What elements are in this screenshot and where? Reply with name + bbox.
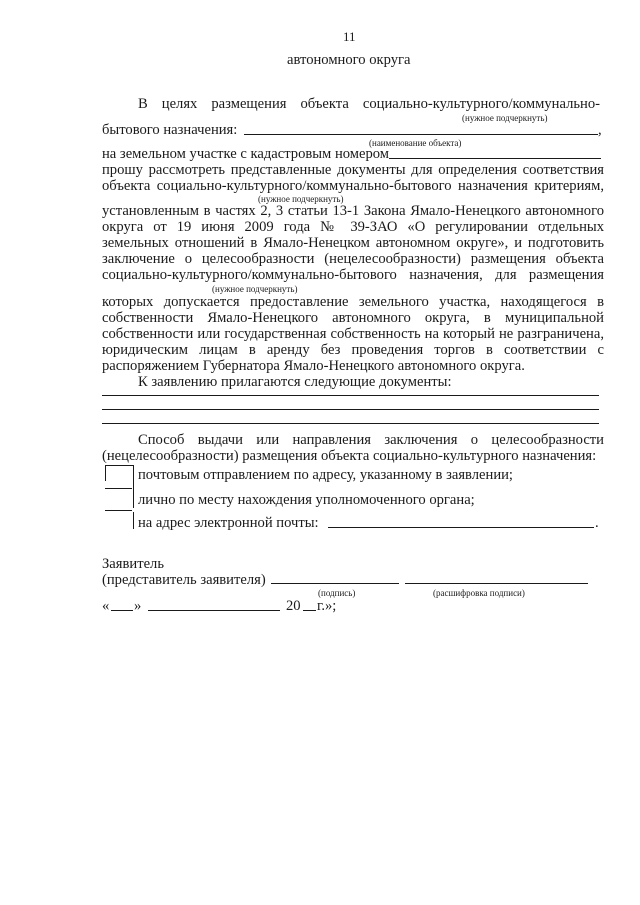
delivery-line1: Способ выдачи или направления заключения о целесообразности: [138, 432, 604, 448]
para1-line13: собственности или государственная собственность на который не разграничена,: [102, 326, 604, 342]
checkbox-postal[interactable]: [105, 465, 134, 481]
date-day-field[interactable]: [111, 610, 133, 611]
hint-underline-2: (нужное подчеркнуть): [258, 194, 344, 204]
para1-line12: собственности Ямало-Ненецкого автономного округа, в муниципальной: [102, 310, 604, 326]
date-year-prefix: 20: [286, 598, 301, 614]
para1-line3: на земельном участке с кадастровым номером: [102, 146, 390, 162]
page-header: автономного округа: [287, 52, 411, 68]
cadastral-number-field[interactable]: [389, 158, 601, 159]
attachments-intro: К заявлению прилагаются следующие документы:: [138, 374, 452, 390]
para1-line10: социально-культурного/коммунально-бытового назначения, для размещения: [102, 267, 604, 283]
attachment-line-2[interactable]: [102, 409, 599, 410]
attachment-line-1[interactable]: [102, 395, 599, 396]
option-inperson: лично по месту нахождения уполномоченного органа;: [138, 492, 475, 508]
checkbox-inperson[interactable]: [133, 490, 134, 508]
email-field[interactable]: [328, 527, 594, 528]
hint-underline-1: (нужное подчеркнуть): [462, 113, 548, 123]
para1-line8: земельных отношений в Ямало-Ненецком автономном округе», и подготовить: [102, 235, 604, 251]
para1-line2: бытового назначения:: [102, 122, 238, 138]
option-email-end: .: [595, 515, 599, 531]
date-tail: г.»;: [317, 598, 337, 614]
page-number: 11: [343, 29, 356, 44]
para1-line5: объекта социально-культурного/коммунально-бытового назначения критериям,: [102, 178, 604, 194]
para1-line11: которых допускается предоставление земельного участка, находящегося в: [102, 294, 604, 310]
delivery-line2: (нецелесообразности) размещения объекта социально-культурного назначения:: [102, 448, 597, 464]
para1-line9: заключение о целесообразности (нецелесообразности) размещения объекта: [102, 251, 604, 267]
para1-line4: прошу рассмотреть представленные документы для определения соответствия: [102, 162, 604, 178]
date-open-quote: «: [102, 598, 110, 614]
date-year-field[interactable]: [303, 610, 316, 611]
checkbox-email[interactable]: [133, 512, 134, 529]
option-email: на адрес электронной почты:: [138, 515, 319, 531]
para1-line2-end: ,: [598, 122, 602, 138]
hint-signature: (подпись): [318, 588, 356, 598]
hint-underline-3: (нужное подчеркнуть): [212, 284, 298, 294]
para1-line1: В целях размещения объекта социально-культурного/коммунально-: [138, 96, 600, 112]
para1-line7: округа от 19 июня 2009 года № 39-ЗАО «О регулировании отдельных: [102, 219, 604, 235]
hint-object-name: (наименование объекта): [369, 138, 462, 148]
object-name-field[interactable]: [244, 134, 598, 135]
applicant-label: Заявитель: [102, 556, 164, 572]
attachment-line-3[interactable]: [102, 423, 599, 424]
para1-line14: юридическим лицам в аренду без проведения торгов в соответствии с: [102, 342, 604, 358]
signature-decode-field[interactable]: [405, 583, 588, 584]
para1-line6: установленным в частях 2, 3 статьи 13-1 Закона Ямало-Ненецкого автономного: [102, 203, 604, 219]
signature-field[interactable]: [271, 583, 399, 584]
date-close-quote: »: [134, 598, 142, 614]
para1-line15: распоряжением Губернатора Ямало-Ненецкого автономного округа.: [102, 358, 525, 374]
representative-label: (представитель заявителя): [102, 572, 266, 588]
checkbox-divider-2: [105, 510, 132, 511]
option-postal: почтовым отправлением по адресу, указанному в заявлении;: [138, 467, 513, 483]
hint-signature-decode: (расшифровка подписи): [433, 588, 525, 598]
date-month-field[interactable]: [148, 610, 280, 611]
checkbox-divider-1: [105, 488, 132, 489]
